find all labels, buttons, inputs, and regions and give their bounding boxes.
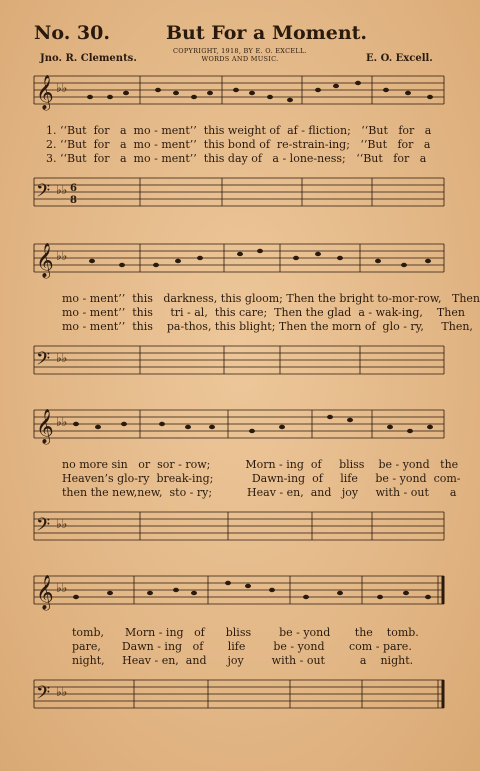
- hymn-number: No. 30.: [34, 22, 110, 44]
- lyric-line-4-3: night, Heav - en, and joy with - out a night.: [72, 654, 414, 667]
- lyric-line-4-1: tomb, Morn - ing of bliss be - yond the tomb.: [72, 626, 419, 639]
- svg-text:♭♭: ♭♭: [56, 581, 68, 595]
- lyric-line-2-2: mo - ment’’ this tri - al, this care; Then the glad a - wak-ing, Then: [62, 306, 465, 319]
- svg-text:𝄢: 𝄢: [36, 515, 51, 540]
- treble-staff-system-2: [0, 236, 480, 296]
- treble-staff-system-1: [0, 68, 480, 128]
- bass-staff-system-3: [0, 504, 480, 554]
- svg-text:𝄞: 𝄞: [36, 243, 54, 278]
- treble-staff-system-3: [0, 402, 480, 462]
- svg-text:♭♭: ♭♭: [56, 685, 68, 699]
- hymn-title: But For a Moment.: [166, 22, 368, 44]
- bass-clef-icon: 𝄢: [36, 181, 51, 206]
- lyric-line-1-2: 2. ‘‘But for a mo - ment’’ this bond of re-strain-ing; ‘‘But for a: [46, 138, 431, 151]
- svg-text:♭♭: ♭♭: [56, 517, 68, 531]
- composer: E. O. Excell.: [366, 53, 433, 64]
- lyric-line-4-2: pare, Dawn - ing of life be - yond com - pare.: [72, 640, 412, 653]
- svg-text:♭♭: ♭♭: [56, 81, 68, 95]
- svg-text:♭♭: ♭♭: [56, 415, 68, 429]
- lyric-line-3-1: no more sin or sor - row; Morn - ing of bliss be - yond the: [62, 458, 459, 471]
- lyric-line-1-3: 3. ‘‘But for a mo - ment’’ this day of a - lone-ness; ‘‘But for a: [46, 152, 427, 165]
- lyric-line-1-1: 1. ‘‘But for a mo - ment’’ this weight of af - fliction; ‘‘But for a: [46, 124, 432, 137]
- svg-text:𝄢: 𝄢: [36, 683, 51, 708]
- svg-text:6: 6: [70, 183, 77, 194]
- copyright-line-2: WORDS AND MUSIC.: [201, 55, 279, 63]
- svg-text:♭♭: ♭♭: [56, 183, 68, 197]
- treble-staff-system-4: [0, 568, 480, 628]
- svg-text:♭♭: ♭♭: [56, 351, 68, 365]
- copyright-line-1: COPYRIGHT, 1918, BY E. O. EXCELL.: [172, 47, 308, 55]
- lyric-line-3-3: then the new,new, sto - ry; Heav - en, and joy with - out a: [62, 486, 457, 499]
- svg-text:𝄞: 𝄞: [36, 575, 54, 610]
- svg-text:𝄞: 𝄞: [36, 409, 54, 444]
- bass-staff-system-4: [0, 672, 480, 722]
- copyright-notice: [140, 47, 340, 63]
- lyric-line-2-1: mo - ment’’ this darkness, this gloom; Then the bright to-mor-row, Then: [62, 292, 480, 305]
- lyricist: Jno. R. Clements.: [40, 53, 137, 64]
- treble-clef-icon: 𝄞: [36, 75, 54, 110]
- lyric-line-3-2: Heaven’s glo-ry break-ing; Dawn-ing of life be - yond com-: [62, 472, 461, 485]
- bass-staff-system-2: [0, 338, 480, 388]
- bass-staff-system-1: [0, 170, 480, 220]
- svg-text:8: 8: [70, 195, 77, 206]
- lyric-line-2-3: mo - ment’’ this pa-thos, this blight; Then the morn of glo - ry, Then,: [62, 320, 473, 333]
- svg-text:𝄢: 𝄢: [36, 349, 51, 374]
- svg-text:♭♭: ♭♭: [56, 249, 68, 263]
